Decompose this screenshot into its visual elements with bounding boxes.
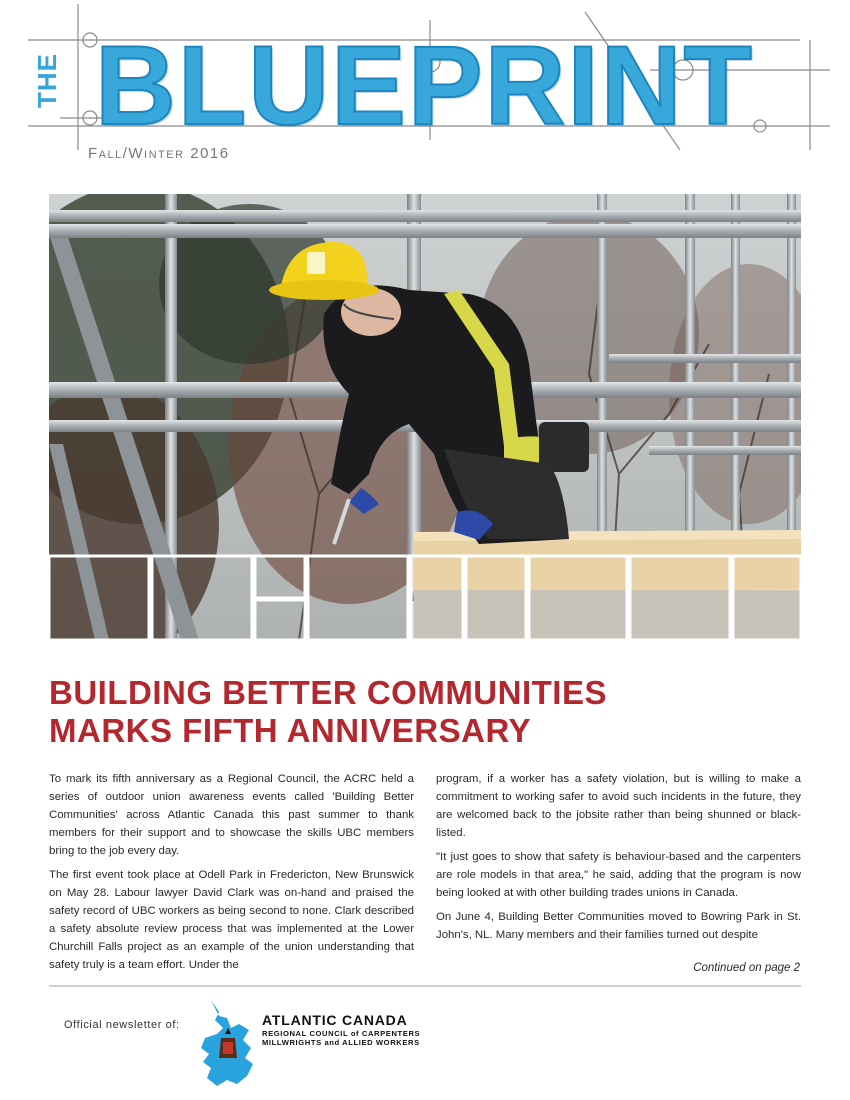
org-name: ATLANTIC CANADA [262,1012,408,1028]
headline-line-1: BUILDING BETTER COMMUNITIES [49,674,607,711]
org-subtitle-2: MILLWRIGHTS and ALLIED WORKERS [262,1038,420,1047]
article-column-left [49,770,414,980]
paragraph: "It just goes to show that safety is behaviour-based and the carpenters are role models in that area," he said, adding that the program is now being looked at with other building trades unions in Canada. [436,851,801,899]
headline-line-2: MARKS FIFTH ANNIVERSARY [49,712,532,749]
footer-divider [49,985,801,987]
org-subtitle-1: REGIONAL COUNCIL of CARPENTERS [262,1029,421,1038]
cover-photo [49,194,801,640]
paragraph: On June 4, Building Better Communities moved to Bowring Park in St. John's, NL. Many members and their families turned out despite [436,911,801,941]
paragraph: The first event took place at Odell Park in Fredericton, New Brunswick on May 28. Labour lawyer David Clark was on-hand and praised the safety record of UBC workers as being second to none. Clark described a safety absolute review process that was implemented at the Lower Churchill Falls project as an example of the union understanding that safety truly is a team effort. Under the [49,869,414,971]
masthead [0,0,850,175]
wood-plank [414,530,801,640]
paragraph: To mark its fifth anniversary as a Regional Council, the ACRC held a series of outdoor union awareness events called 'Building Better Communities' across Atlantic Canada this past summer to thank members for their support and to showcase the skills UBC members bring to the job every day. [49,773,414,857]
issue-date: Fall/Winter 2016 [88,145,230,162]
carpenter-scaffold-illustration [49,194,801,640]
official-newsletter-label: Official newsletter of: [64,1019,180,1031]
atlantic-canada-map-icon [197,998,257,1088]
article-column-right [436,770,801,950]
paragraph: program, if a worker has a safety violation, but is willing to make a commitment to working safer to avoid such incidents in the future, they are welcomed back to the jobsite rather than being shunned or black-listed. [436,773,801,839]
continued-link[interactable]: Continued on page 2 [693,962,800,974]
masthead-prefix: THE [32,53,62,108]
article-headline [49,674,801,750]
masthead-title: BLUEPRINT [95,23,754,148]
